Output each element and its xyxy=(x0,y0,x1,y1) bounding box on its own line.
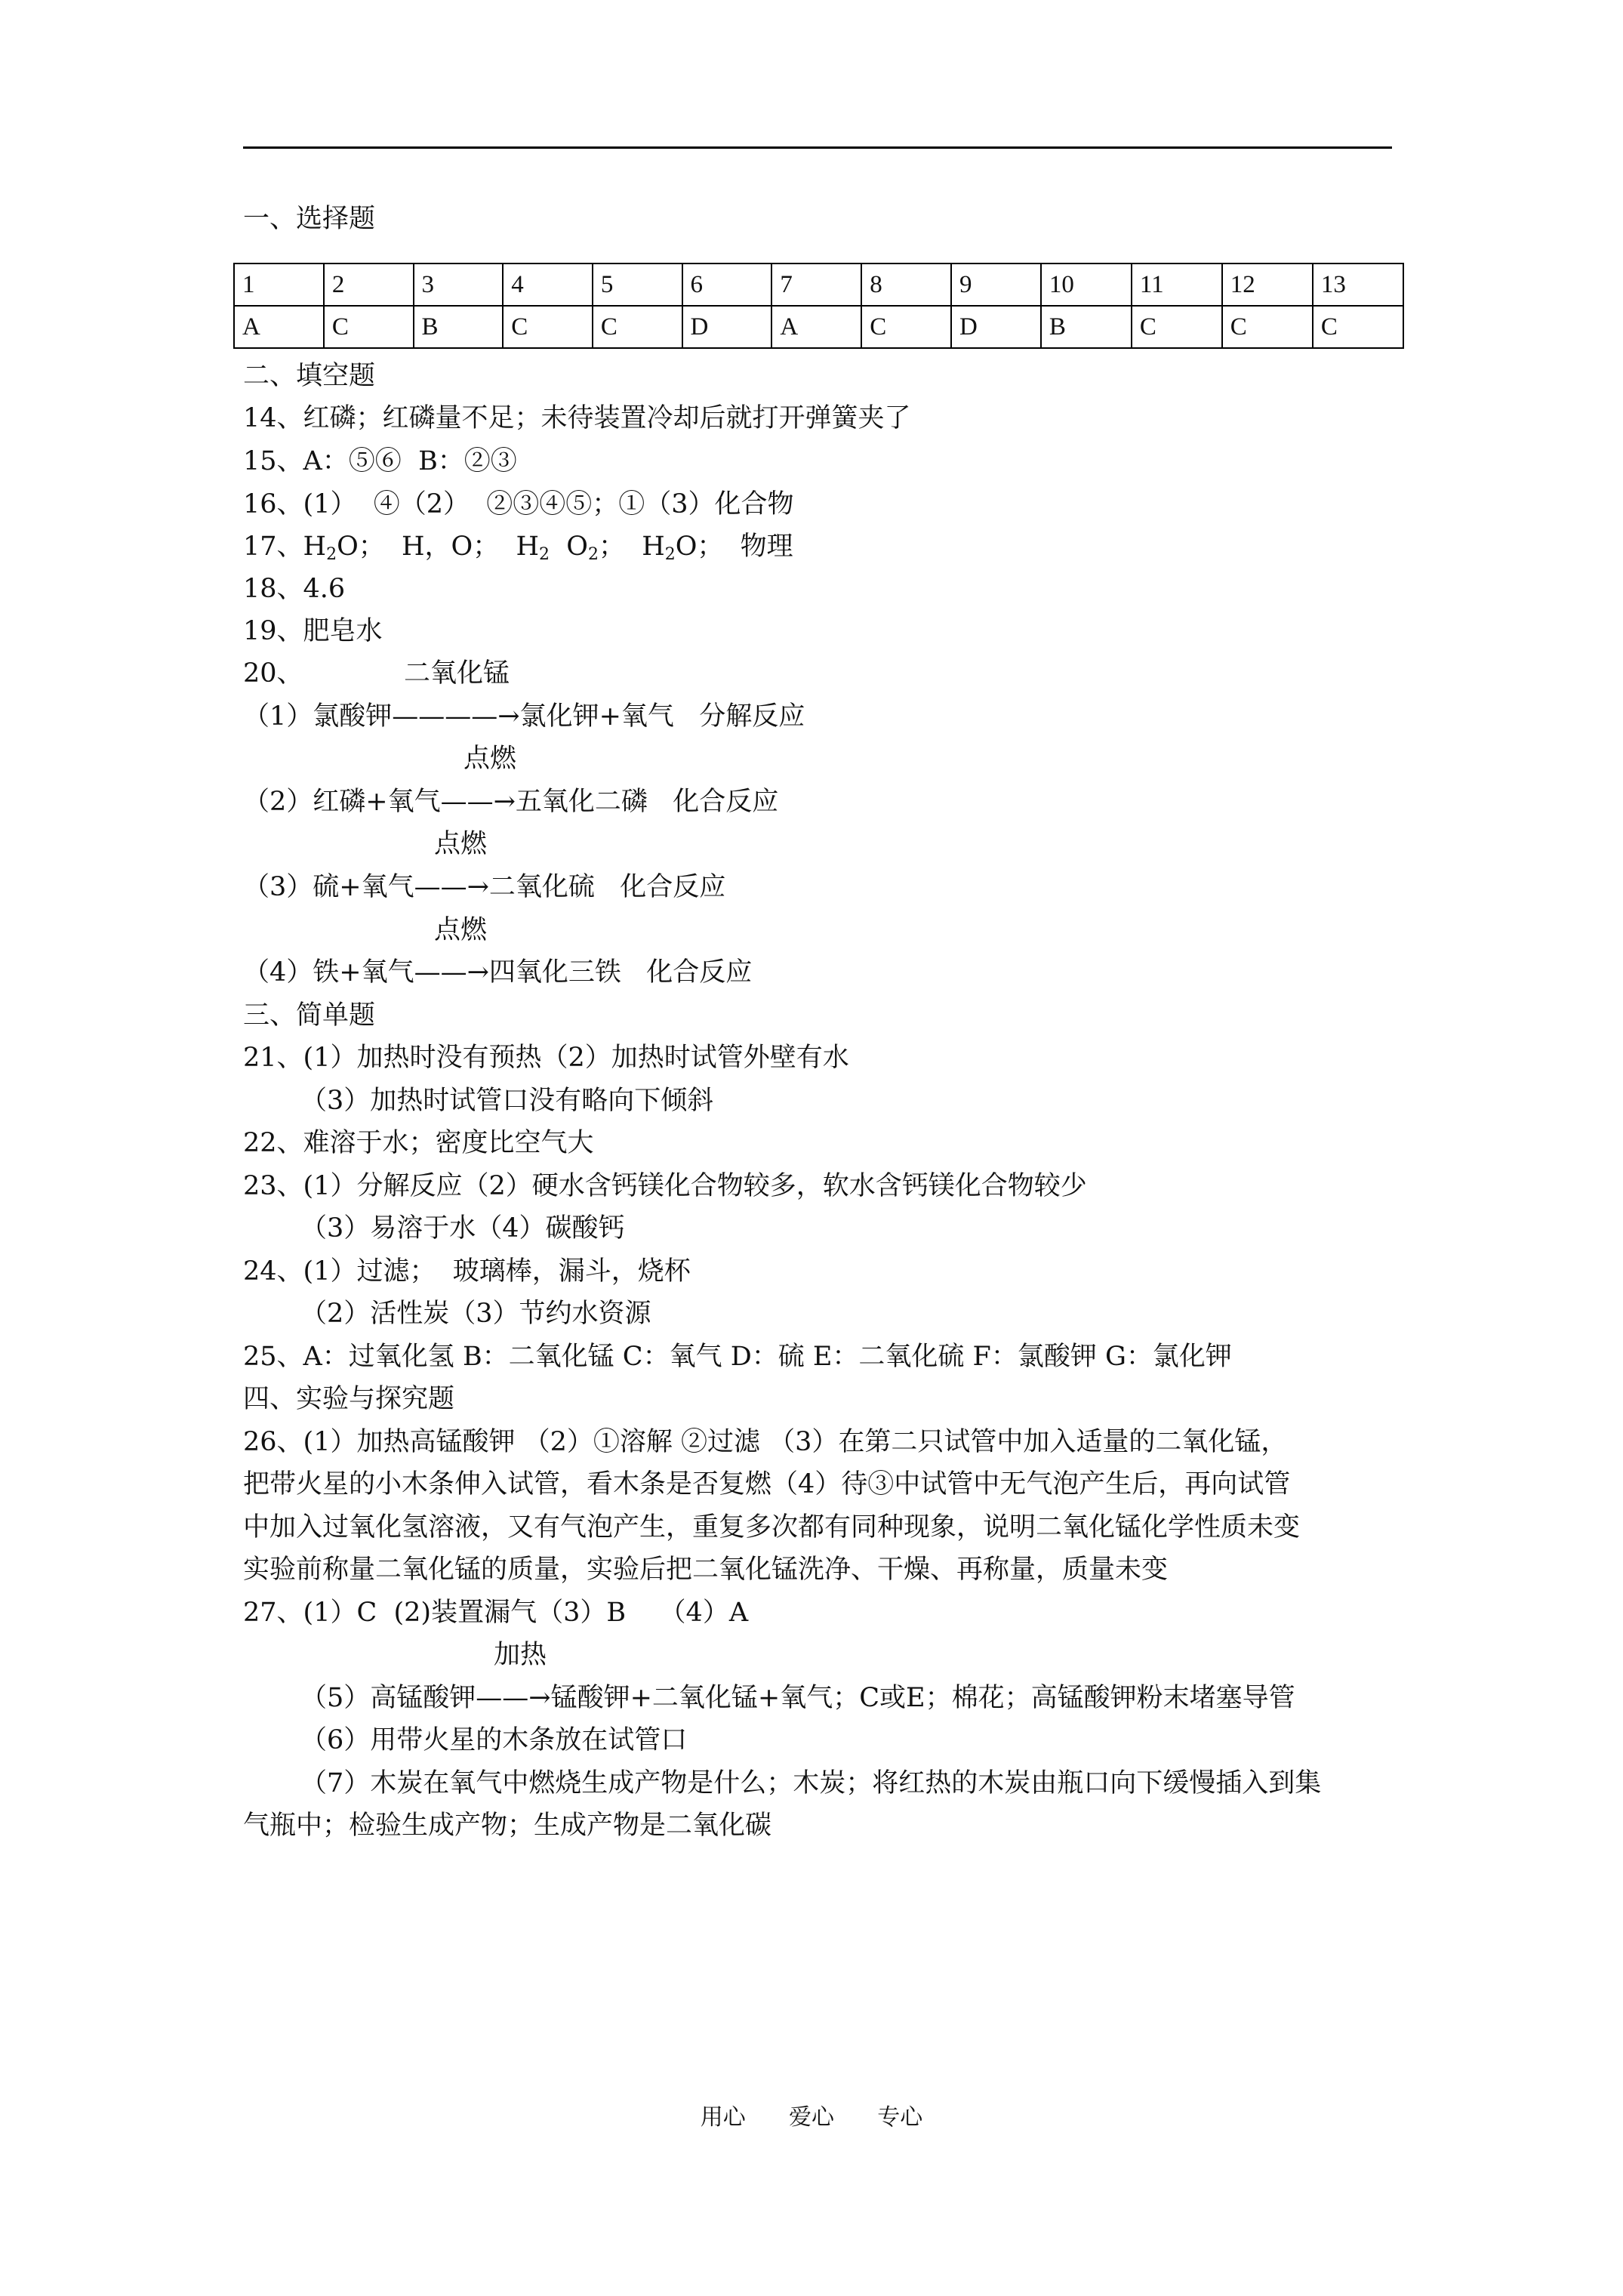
section-heading-short: 三、简单题 xyxy=(243,1000,376,1031)
formula-text: ； H xyxy=(598,532,665,562)
answer-line-24-cont: （2）活性炭（3）节约水资源 xyxy=(300,1299,651,1329)
formula-text: O； 物理 xyxy=(675,532,793,562)
answer-line-15: 15、A：⑤⑥ B：②③ xyxy=(243,446,517,476)
table-cell: 3 xyxy=(414,264,504,306)
reaction-condition: 二氧化锰 xyxy=(404,658,510,689)
answer-line-26-cont: 把带火星的小木条伸入试管，看木条是否复燃（4）待③中试管中无气泡产生后，再向试管 xyxy=(243,1469,1291,1499)
answer-line-26: 26、(1）加热高锰酸钾 （2）①溶解 ②过滤 （3）在第二只试管中加入适量的二氧化锰， xyxy=(243,1427,1288,1457)
table-cell: 9 xyxy=(951,264,1041,306)
table-cell: 13 xyxy=(1313,264,1403,306)
table-row-numbers xyxy=(234,264,1403,306)
answer-line-24: 24、(1）过滤； 玻璃棒，漏斗，烧杯 xyxy=(243,1256,691,1287)
answer-line-21-cont: （3）加热时试管口没有略向下倾斜 xyxy=(300,1086,714,1116)
answer-line-23-cont: （3）易溶于水（4）碳酸钙 xyxy=(300,1213,625,1244)
page-footer: 用心 爱心 专心 xyxy=(700,2104,923,2131)
choice-answer-table xyxy=(233,263,1404,349)
table-cell: 11 xyxy=(1132,264,1222,306)
answer-line-19: 19、肥皂水 xyxy=(243,616,383,646)
reaction-condition: 点燃 xyxy=(463,744,517,774)
equation-line: （4）铁+氧气——→四氧化三铁 化合反应 xyxy=(243,957,753,988)
table-cell: 10 xyxy=(1041,264,1132,306)
table-cell: C xyxy=(503,306,593,348)
answer-line-18: 18、4.6 xyxy=(243,574,346,604)
table-cell: C xyxy=(1222,306,1313,348)
answer-line-23: 23、(1）分解反应（2）硬水含钙镁化合物较多，软水含钙镁化合物较少 xyxy=(243,1171,1087,1201)
answer-line-26-cont: 中加入过氧化氢溶液，又有气泡产生，重复多次都有同种现象，说明二氧化锰化学性质未变 xyxy=(243,1512,1301,1542)
answer-line-27-5: （5）高锰酸钾——→锰酸钾+二氧化锰+氧气；C或E；棉花；高锰酸钾粉末堵塞导管 xyxy=(300,1683,1295,1713)
section-heading-experiment: 四、实验与探究题 xyxy=(243,1384,455,1414)
section-heading-fill: 二、填空题 xyxy=(243,361,376,391)
table-cell: B xyxy=(1041,306,1132,348)
table-cell: D xyxy=(682,306,772,348)
table-cell: 2 xyxy=(324,264,414,306)
table-cell: 6 xyxy=(682,264,772,306)
reaction-condition: 点燃 xyxy=(434,829,488,859)
header-rule xyxy=(243,146,1392,149)
answer-line-21: 21、(1）加热时没有预热（2）加热时试管外壁有水 xyxy=(243,1043,849,1073)
answer-line-14: 14、红磷；红磷量不足；未待装置冷却后就打开弹簧夹了 xyxy=(243,403,911,433)
answer-line-25: 25、A：过氧化氢 B：二氧化锰 C：氧气 D：硫 E：二氧化硫 F：氯酸钾 G：氯化钾 xyxy=(243,1342,1232,1372)
subscript: 2 xyxy=(539,545,550,564)
formula-text: O xyxy=(550,532,588,562)
formula-text: O； H，O； H xyxy=(337,532,539,562)
answer-line-26-cont: 实验前称量二氧化锰的质量，实验后把二氧化锰洗净、干燥、再称量，质量未变 xyxy=(243,1555,1169,1585)
table-cell: C xyxy=(593,306,682,348)
table-cell: C xyxy=(861,306,951,348)
subscript: 2 xyxy=(326,545,337,564)
answer-line-16: 16、(1） ④（2） ②③④⑤；①（3）化合物 xyxy=(243,489,794,519)
table-cell: D xyxy=(951,306,1041,348)
answer-line-27: 27、(1）C (2)装置漏气（3）B （4）A xyxy=(243,1598,749,1628)
answer-line-27-7-cont: 气瓶中；检验生成产物；生成产物是二氧化碳 xyxy=(243,1811,772,1841)
table-cell: 4 xyxy=(503,264,593,306)
table-cell: B xyxy=(414,306,504,348)
table-cell: 1 xyxy=(234,264,324,306)
answer-line-27-7: （7）木炭在氧气中燃烧生成产物是什么；木炭；将红热的木炭由瓶口向下缓慢插入到集 xyxy=(300,1768,1322,1798)
table-cell: 8 xyxy=(861,264,951,306)
table-cell: 5 xyxy=(593,264,682,306)
table-cell: C xyxy=(1313,306,1403,348)
subscript: 2 xyxy=(587,545,599,564)
table-cell: 12 xyxy=(1222,264,1313,306)
table-cell: C xyxy=(1132,306,1222,348)
answer-line-17 xyxy=(243,530,793,572)
answer-line-22: 22、难溶于水；密度比空气大 xyxy=(243,1128,594,1158)
table-cell: A xyxy=(771,306,861,348)
table-cell: A xyxy=(234,306,324,348)
table-row-answers xyxy=(234,306,1403,348)
table-cell: 7 xyxy=(771,264,861,306)
reaction-condition: 加热 xyxy=(494,1640,547,1670)
equation-line: （2）红磷+氧气——→五氧化二磷 化合反应 xyxy=(243,787,779,817)
table-cell: C xyxy=(324,306,414,348)
formula-text: 17、H xyxy=(243,532,327,562)
equation-line: （3）硫+氧气——→二氧化硫 化合反应 xyxy=(243,872,726,902)
answer-line-20: 20、 xyxy=(243,658,303,689)
subscript: 2 xyxy=(664,545,676,564)
reaction-condition: 点燃 xyxy=(434,915,488,945)
section-heading-choice: 一、选择题 xyxy=(243,204,376,234)
answer-line-27-6: （6）用带火星的木条放在试管口 xyxy=(300,1725,688,1755)
equation-line: （1）氯酸钾————→氯化钾+氧气 分解反应 xyxy=(243,701,805,732)
